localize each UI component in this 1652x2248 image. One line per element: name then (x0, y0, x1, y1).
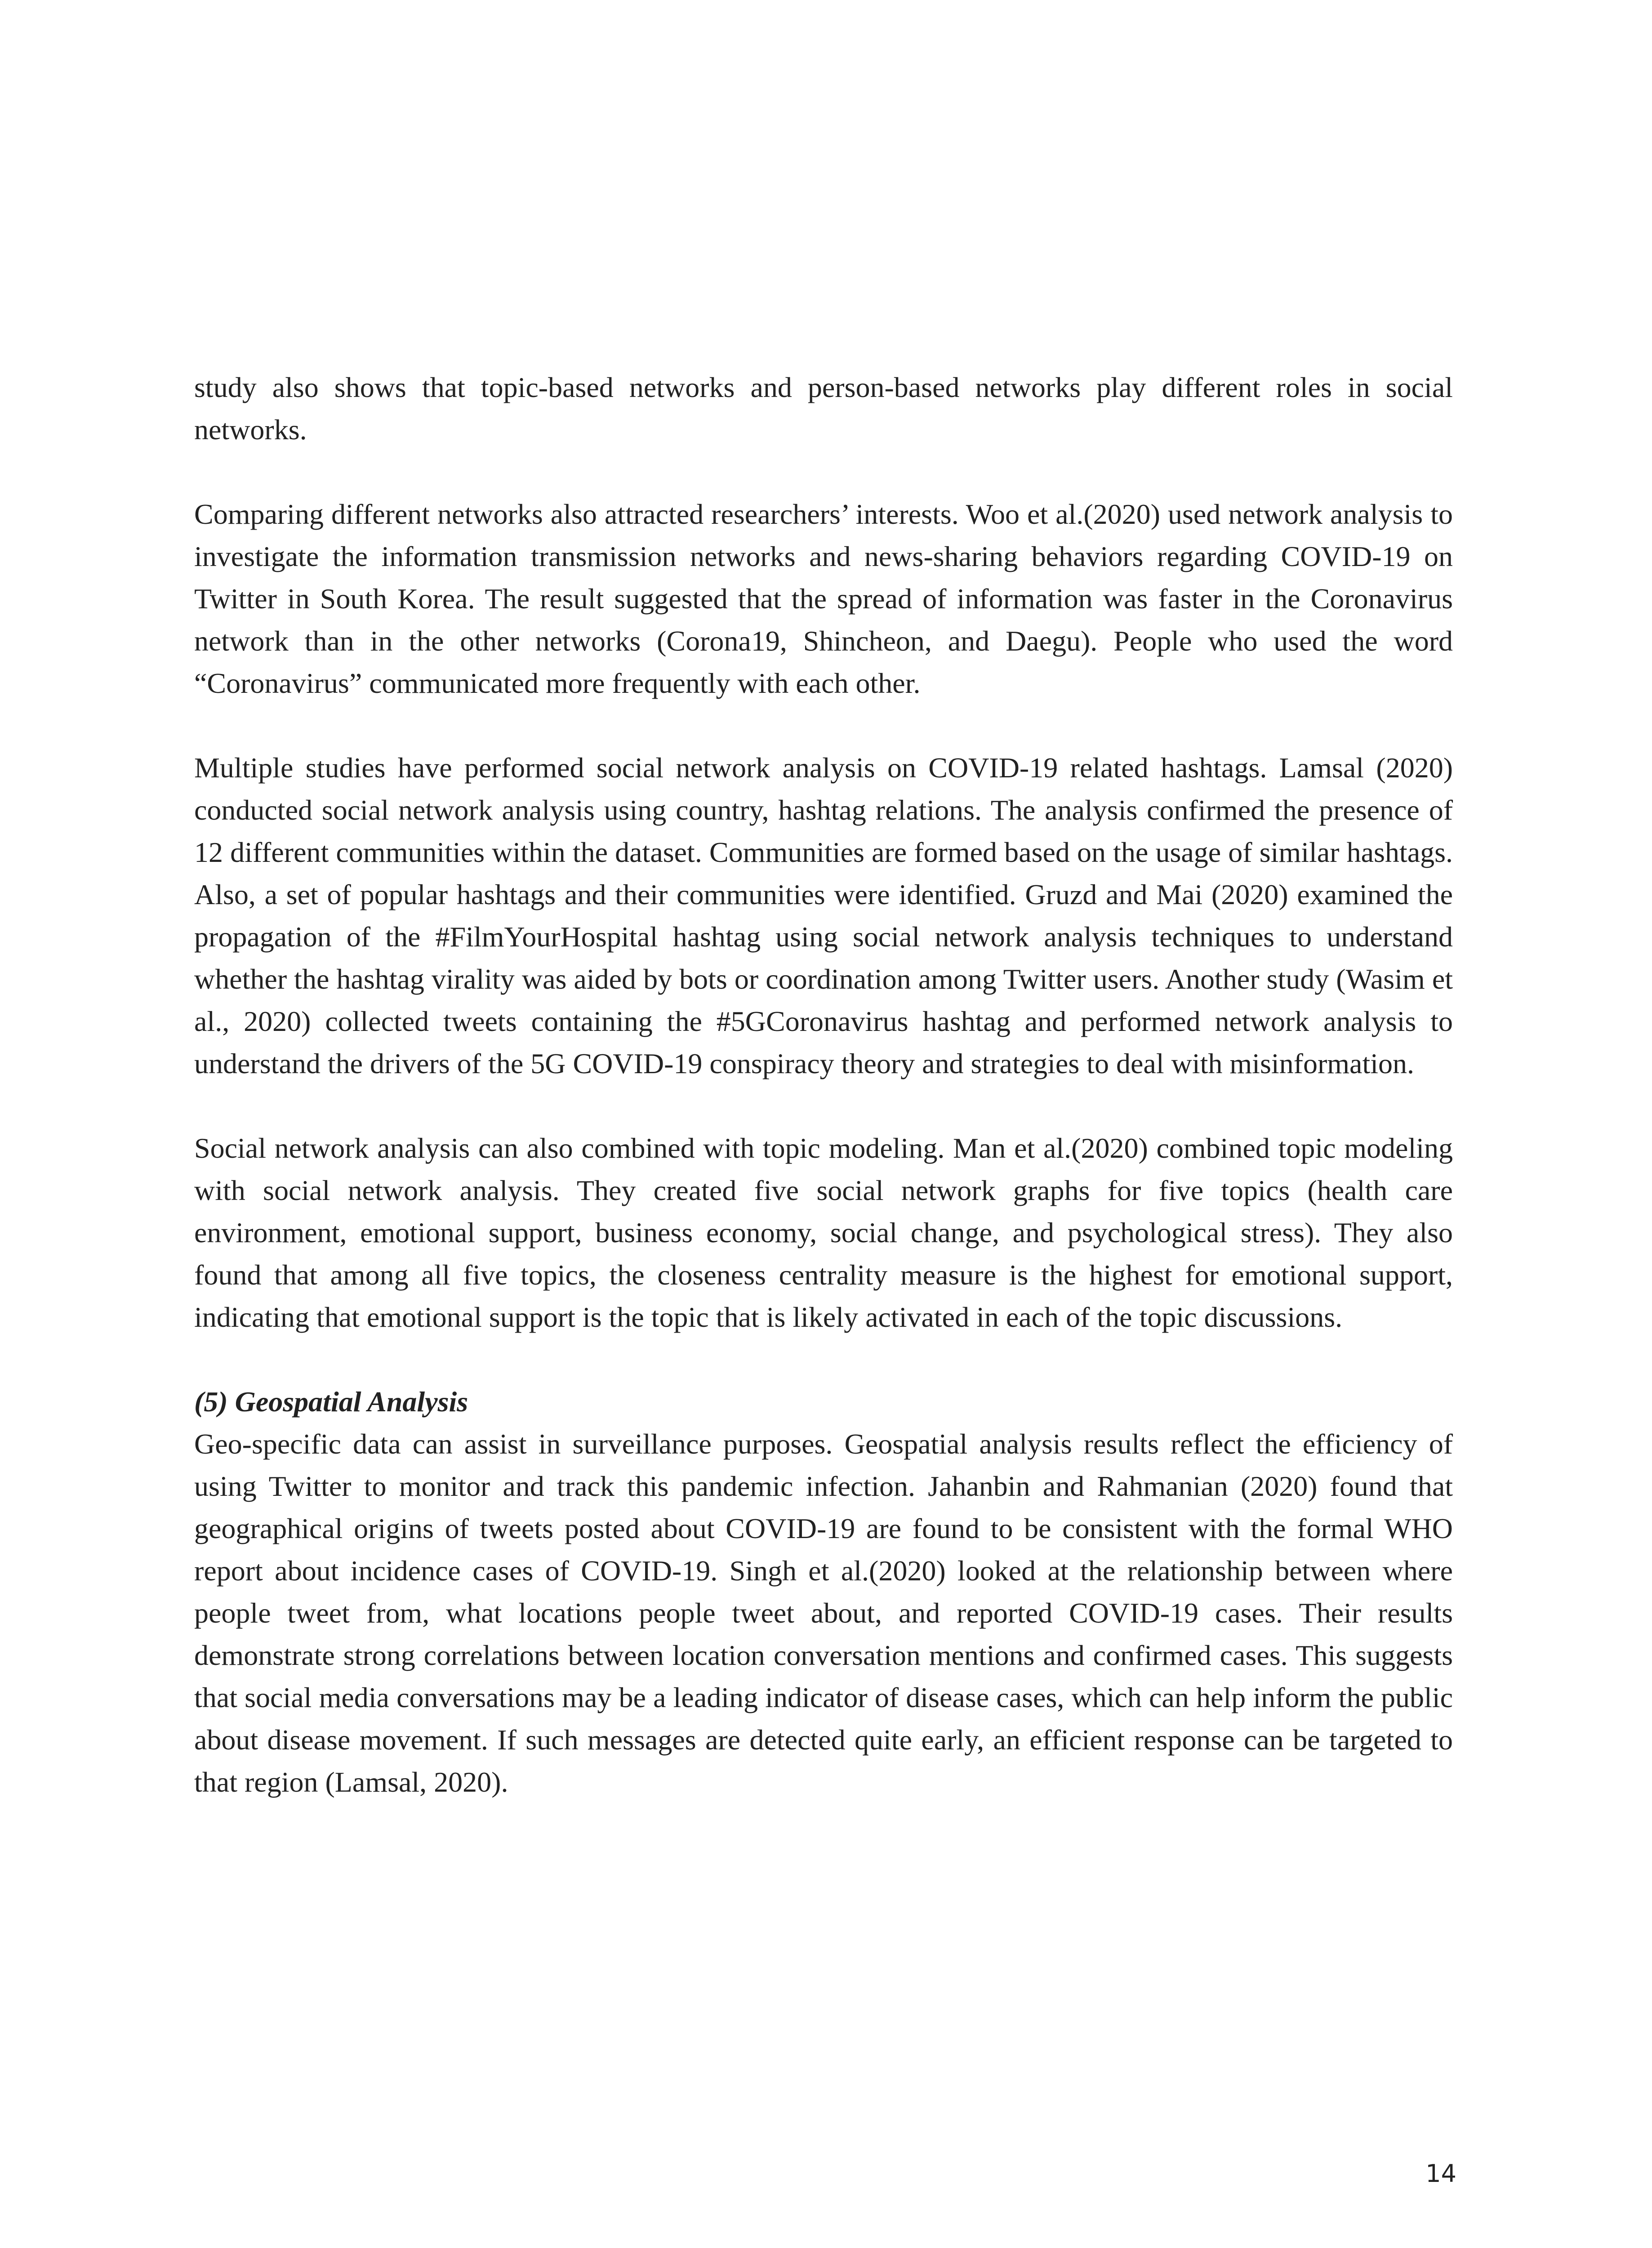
paragraph-hashtag-analysis: Multiple studies have performed social network analysis on COVID-19 related hashtags. Lamsal (2020) conducted social network analysis using country, hashtag relations. The analysis confirmed the presence of 12 different communities within the dataset. Communities are formed based on the usage of similar hashtags. Also, a set of popular hashtags and their communities were identified. Gruzd and Mai (2020) examined the propagation of the #FilmYourHospital hashtag using social network analysis techniques to understand whether the hashtag virality was aided by bots or coordination among Twitter users. Another study (Wasim et al., 2020) collected tweets containing the #5GCoronavirus hashtag and performed network analysis to understand the drivers of the 5G COVID-19 conspiracy theory and strategies to deal with misinformation. (194, 752, 1453, 1079)
paragraph-geospatial-analysis: Geo-specific data can assist in surveillance purposes. Geospatial analysis results reflect the efficiency of using Twitter to monitor and track this pandemic infection. Jahanbin and Rahmanian (2020) found that geographical origins of tweets posted about COVID-19 are found to be consistent with the formal WHO report about incidence cases of COVID-19. Singh et al.(2020) looked at the relationship between where people tweet from, what locations people tweet about, and reported COVID-19 cases. Their results demonstrate strong correlations between location conversation mentions and confirmed cases. This suggests that social media conversations may be a leading indicator of disease cases, which can help inform the public about disease movement. If such messages are detected quite early, an efficient response can be targeted to that region (Lamsal, 2020). (194, 1428, 1453, 1798)
section-heading-geospatial: (5) Geospatial Analysis (194, 1386, 468, 1418)
paragraph-comparing-networks: Comparing different networks also attracted researchers’ interests. Woo et al.(2020) used network analysis to investigate the information transmission networks and news-sharing behaviors regarding COVID-19 on Twitter in South Korea. The result suggested that the spread of information was faster in the Coronavirus network than in the other networks (Corona19, Shincheon, and Daegu). People who used the word “Coronavirus” communicated more frequently with each other. (194, 498, 1453, 699)
page-number: 14 (1425, 2159, 1456, 2188)
paragraph-topic-modeling: Social network analysis can also combined with topic modeling. Man et al.(2020) combined topic modeling with social network analysis. They created five social network graphs for five topics (health care environment, emotional support, business economy, social change, and psychological stress). They also found that among all five topics, the closeness centrality measure is the highest for emotional support, indicating that emotional support is the topic that is likely activated in each of the topic discussions. (194, 1132, 1453, 1333)
paragraph-network-roles: study also shows that topic-based networks and person-based networks play different roles in social networks. (194, 371, 1453, 446)
page-body (194, 366, 1453, 1803)
